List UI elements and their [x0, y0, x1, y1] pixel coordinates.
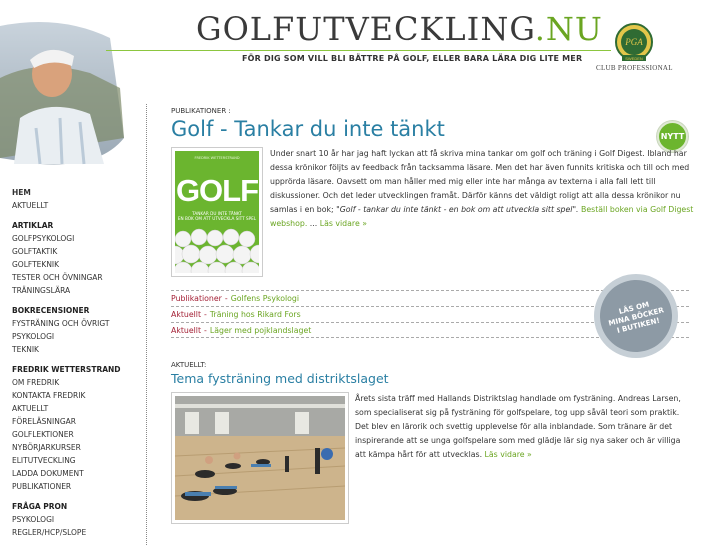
article1-text	[270, 147, 694, 232]
book-subtitle-line1: TANKAR DU INTE TÄNKT	[192, 211, 242, 216]
sidebar-item[interactable]: TESTER OCH ÖVNINGAR	[12, 273, 103, 282]
golf-balls-image	[175, 225, 259, 273]
nav-group	[12, 186, 142, 212]
books-promo-badge[interactable]	[594, 274, 678, 358]
sidebar-item[interactable]: REGLER/HCP/SLOPE	[12, 528, 87, 537]
article2	[171, 392, 693, 524]
logo-tld: .NU	[534, 10, 603, 48]
book-subtitle	[175, 211, 259, 221]
related-title[interactable]: Läger med pojklandslaget	[209, 326, 312, 335]
header-divider	[106, 50, 611, 51]
sidebar-nav	[12, 186, 142, 545]
gym-training-image	[175, 396, 345, 520]
related-separator: -	[224, 294, 228, 303]
sidebar-item[interactable]: HEM	[12, 188, 31, 197]
books-promo-text: LÄS OM MINA BÖCKER I BUTIKEN!	[592, 272, 679, 359]
pga-badge-text: PGA	[625, 37, 643, 47]
nav-group	[12, 500, 142, 539]
related-category[interactable]: Aktuellt	[171, 310, 202, 319]
article1-quote: "Golf - tankar du inte tänkt - en bok om att utveckla sitt spel".	[336, 205, 579, 215]
related-title[interactable]: Träning hos Rikard Fors	[209, 310, 301, 319]
sidebar-divider	[146, 104, 147, 545]
related-category[interactable]: Publikationer	[171, 294, 222, 303]
sidebar-item[interactable]: KONTAKTA FREDRIK	[12, 391, 86, 400]
related-title[interactable]: Golfens Psykologi	[230, 294, 300, 303]
new-badge: NYTT	[657, 121, 688, 152]
sidebar-item[interactable]: GOLFTEKNIK	[12, 260, 60, 269]
profile-photo	[0, 18, 128, 168]
sidebar-item[interactable]: FÖRELÄSNINGAR	[12, 417, 76, 426]
sidebar-item[interactable]: GOLFLEKTIONER	[12, 430, 74, 439]
tagline: FÖR DIG SOM VILL BLI BÄTTRE PÅ GOLF, ELLER BARA LÄRA DIG LITE MER	[242, 54, 583, 63]
sidebar-item[interactable]: TRÄNINGSLÄRA	[12, 286, 71, 295]
article1-read-more-link[interactable]: Läs vidare »	[319, 219, 367, 229]
related-separator: -	[204, 310, 207, 319]
nav-heading: FRÅGA PRON	[12, 502, 68, 511]
sidebar-item[interactable]: NYBÖRJARKURSER	[12, 443, 81, 452]
logo-main: GOLFUTVECKLING	[196, 10, 535, 48]
sidebar-item[interactable]: TEKNIK	[12, 345, 39, 354]
sidebar-item[interactable]: PUBLIKATIONER	[12, 482, 72, 491]
article2-text	[355, 392, 693, 462]
article2-kicker: AKTUELLT:	[171, 361, 207, 369]
book-subtitle-line2: EN BOK OM ATT UTVECKLA SITT SPEL	[177, 216, 257, 221]
buy-book-link[interactable]: Beställ boken via Golf Digest webshop.	[270, 205, 694, 229]
book-author: FREDRIK WETTERSTRAND	[194, 156, 240, 160]
pga-label: CLUB PROFESSIONAL	[596, 64, 673, 72]
article2-read-more-link[interactable]: Läs vidare »	[484, 450, 532, 460]
article1-kicker: PUBLIKATIONER :	[171, 107, 231, 115]
sidebar-item[interactable]: FYSTRÄNING OCH ÖVRIGT	[12, 319, 110, 328]
pga-sub-text: SWEDEN	[625, 56, 643, 61]
site-header	[0, 0, 727, 100]
article2-title[interactable]: Tema fysträning med distriktslaget	[171, 371, 389, 386]
sidebar-item[interactable]: LADDA DOKUMENT	[12, 469, 84, 478]
related-category[interactable]: Aktuellt	[171, 326, 202, 335]
book-title: GOLF	[175, 173, 259, 208]
nav-heading: BOKRECENSIONER	[12, 306, 90, 315]
sidebar-item[interactable]: ELITUTVECKLING	[12, 456, 76, 465]
main-content	[171, 106, 691, 142]
sidebar-item[interactable]: PSYKOLOGI	[12, 332, 55, 341]
nav-group	[12, 219, 142, 297]
article1-ellipsis: ...	[307, 219, 320, 229]
sidebar-item[interactable]: PSYKOLOGI	[12, 515, 55, 524]
book-cover[interactable]	[171, 147, 263, 277]
nav-heading: FREDRIK WETTERSTRAND	[12, 365, 121, 374]
article2-body: Årets sista träff med Hallands Distriktslag handlade om fysträning. Andreas Larsen, som specialiserat sig på fysträning för golfspelare, tog upp såväl teori som praktik. Det blev en lärorik och svettig upplevelse för alla inblandade. Som tränare är det inspirerande att se unga golfspelare som med glädje lär sig nya saker och är villiga att kämpa hårt för att utvecklas.	[355, 394, 681, 460]
article1-body: Under snart 10 år har jag haft lyckan att få skriva mina tankar om golf och träning i Golf Digest. Ibland har dessa krönikor följts av feedback från tacksamma läsare. Men det har även funnits kritiska och till och med upprörda läsare. Oavsett om man håller med mig eller inte har många av texterna i alla fall lett till diskussioner. Och det leder utvecklingen framåt. Därför känns det väldigt roligt att alla dessa krönikor nu samlas i en bok;	[270, 149, 690, 215]
sidebar-item[interactable]: GOLFPSYKOLOGI	[12, 234, 75, 243]
sidebar-item[interactable]: GOLFTAKTIK	[12, 247, 58, 256]
article2-photo[interactable]	[171, 392, 349, 524]
article1	[171, 147, 693, 277]
article1-title[interactable]: Golf - Tankar du inte tänkt	[171, 117, 445, 141]
pga-logo	[614, 22, 654, 64]
sidebar-item[interactable]: AKTUELLT	[12, 404, 49, 413]
nav-group	[12, 304, 142, 356]
related-separator: -	[204, 326, 207, 335]
nav-heading: ARTIKLAR	[12, 221, 54, 230]
nav-group	[12, 363, 142, 493]
sidebar-item[interactable]: AKTUELLT	[12, 201, 49, 210]
site-logo[interactable]	[196, 10, 603, 48]
sidebar-item[interactable]: OM FREDRIK	[12, 378, 60, 387]
